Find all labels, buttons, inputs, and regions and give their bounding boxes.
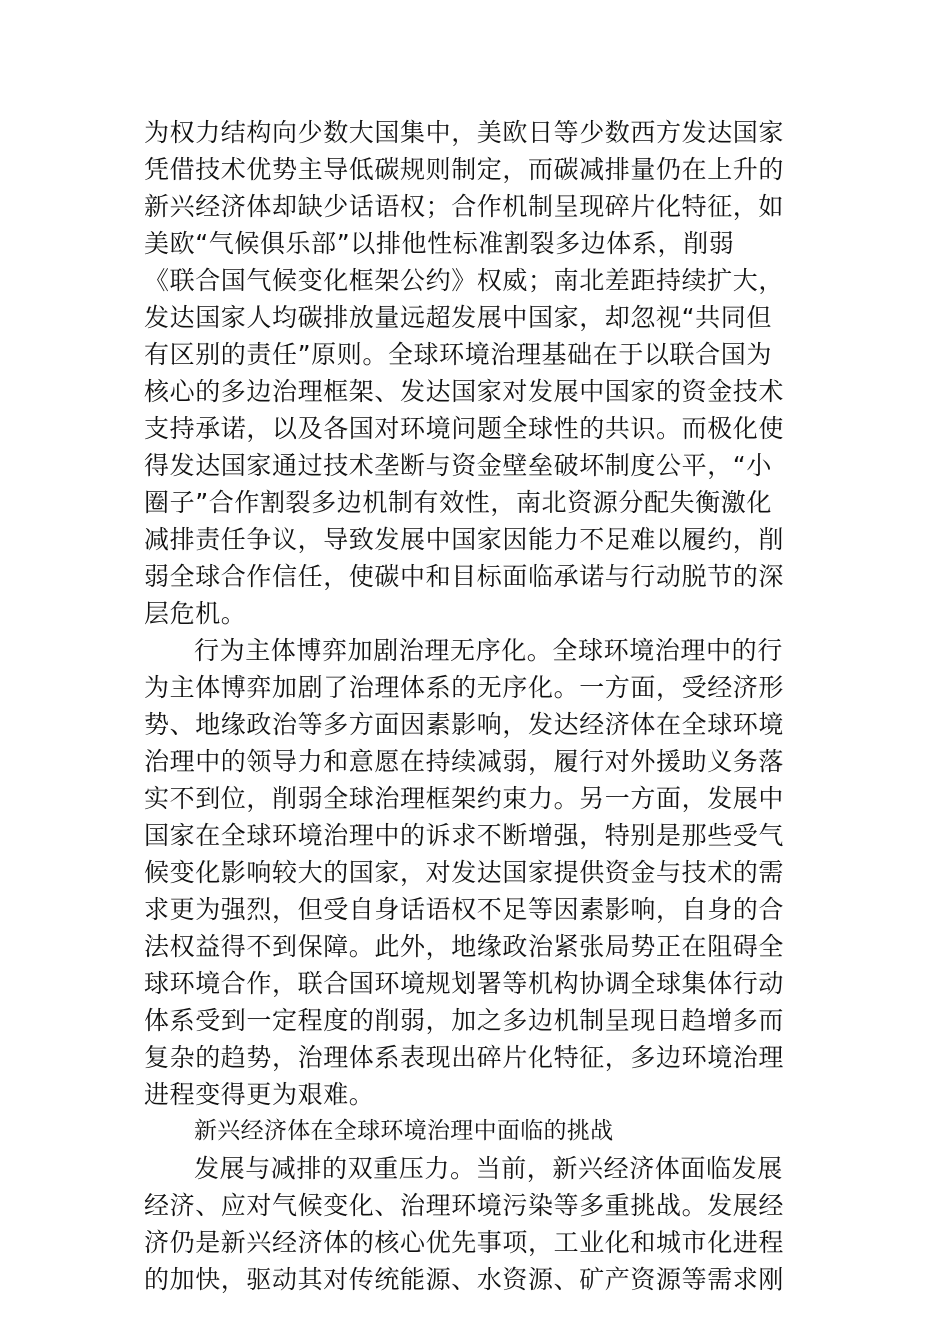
text-line: 实不到位，削弱全球治理框架约束力。另一方面，发展中	[144, 784, 785, 813]
text-line: 进程变得更为艰难。	[144, 1080, 375, 1109]
text-line: 济仍是新兴经济体的核心优先事项，工业化和城市化进程	[144, 1228, 785, 1257]
text-line: 求更为强烈，但受自身话语权不足等因素影响，自身的合	[144, 895, 785, 924]
text-line: 有区别的责任”原则。全球环境治理基础在于以联合国为	[144, 340, 772, 369]
text-line: 复杂的趋势，治理体系表现出碎片化特征，多边环境治理	[144, 1043, 785, 1072]
text-line: 球环境合作，联合国环境规划署等机构协调全球集体行动	[144, 969, 785, 998]
text-line: 核心的多边治理框架、发达国家对发展中国家的资金技术	[144, 377, 785, 406]
text-line: 弱全球合作信任，使碳中和目标面临承诺与行动脱节的深	[144, 562, 785, 591]
text-line: 为权力结构向少数大国集中，美欧日等少数西方发达国家	[144, 118, 785, 147]
text-line: 法权益得不到保障。此外，地缘政治紧张局势正在阻碍全	[144, 932, 785, 961]
text-line: 减排责任争议，导致发展中国家因能力不足难以履约，削	[144, 525, 785, 554]
text-line: 的加快，驱动其对传统能源、水资源、矿产资源等需求刚	[144, 1265, 785, 1294]
text-line: 《联合国气候变化框架公约》权威；南北差距持续扩大，	[144, 266, 785, 295]
text-line: 圈子”合作割裂多边机制有效性，南北资源分配失衡激化	[144, 488, 772, 517]
text-line: 得发达国家通过技术垄断与资金壁垒破坏制度公平，“小	[144, 451, 772, 480]
section-heading: 新兴经济体在全球环境治理中面临的挑战	[194, 1118, 614, 1144]
document-page	[144, 114, 808, 1298]
text-line: 层危机。	[144, 599, 247, 628]
text-line: 美欧“气候俱乐部”以排他性标准割裂多边体系，削弱	[144, 229, 735, 258]
text-line: 为主体博弈加剧了治理体系的无序化。一方面，受经济形	[144, 673, 785, 702]
paragraph-1	[144, 114, 808, 632]
text-line: 国家在全球环境治理中的诉求不断增强，特别是那些受气	[144, 821, 785, 850]
text-line: 治理中的领导力和意愿在持续减弱，履行对外援助义务落	[144, 747, 785, 776]
text-line: 体系受到一定程度的削弱，加之多边机制呈现日趋增多而	[144, 1006, 785, 1035]
text-line: 发展与减排的双重压力。当前，新兴经济体面临发展	[194, 1154, 783, 1183]
text-line: 经济、应对气候变化、治理环境污染等多重挑战。发展经	[144, 1191, 785, 1220]
paragraph-3	[144, 1150, 808, 1298]
paragraph-2	[144, 632, 808, 1113]
text-line: 发达国家人均碳排放量远超发展中国家，却忽视“共同但	[144, 303, 772, 332]
text-line: 新兴经济体却缺少话语权；合作机制呈现碎片化特征，如	[144, 192, 785, 221]
text-line: 支持承诺，以及各国对环境问题全球性的共识。而极化使	[144, 414, 785, 443]
text-line: 势、地缘政治等多方面因素影响，发达经济体在全球环境	[144, 710, 785, 739]
text-line: 候变化影响较大的国家，对发达国家提供资金与技术的需	[144, 858, 785, 887]
text-line: 行为主体博弈加剧治理无序化。全球环境治理中的行	[194, 636, 783, 665]
text-line: 凭借技术优势主导低碳规则制定，而碳减排量仍在上升的	[144, 155, 785, 184]
